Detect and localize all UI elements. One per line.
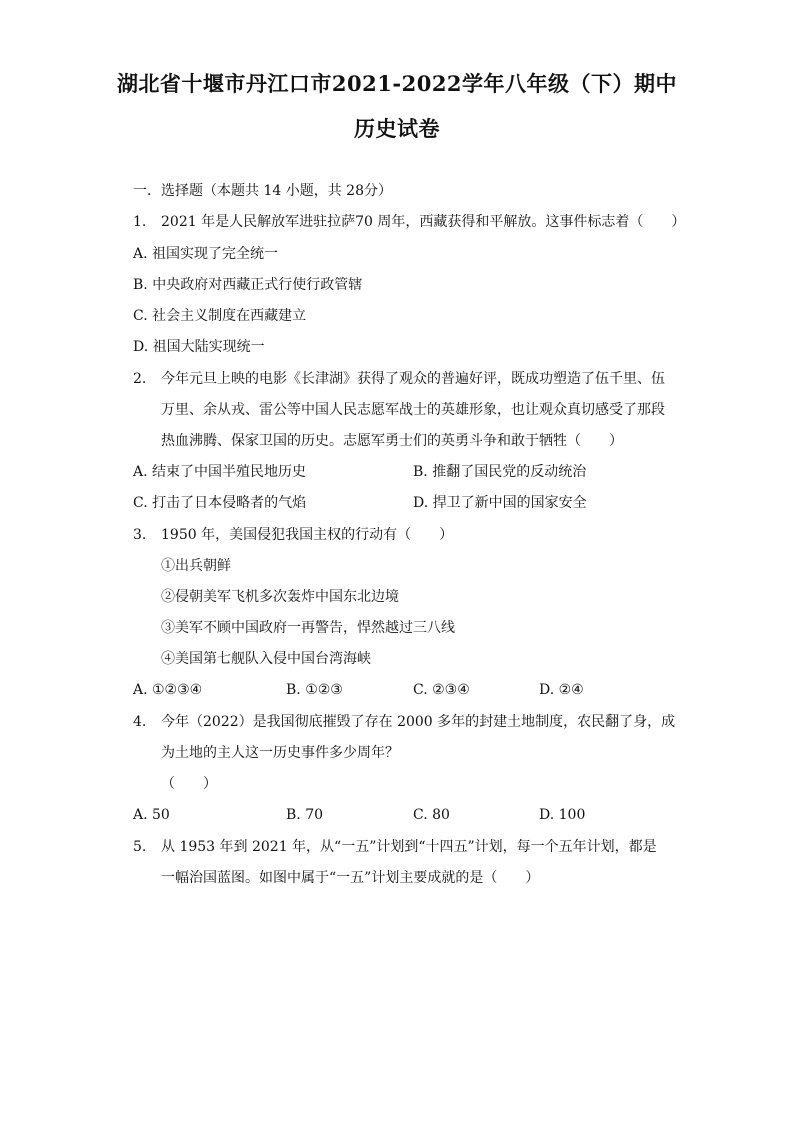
question-1-option-c[interactable]: C. 社会主义制度在西藏建立 — [133, 308, 307, 324]
question-5-number: 5. — [133, 839, 147, 855]
question-1-option-b[interactable]: B. 中央政府对西藏正式行使行政管辖 — [133, 277, 363, 293]
question-2-option-d[interactable]: D. 捍卫了新中国的国家安全 — [413, 495, 587, 511]
question-4-stem-line1: 今年（2022）是我国彻底摧毁了存在 2000 多年的封建土地制度，农民翻了身，成 — [161, 714, 676, 730]
question-3-item-1: ①出兵朝鲜 — [161, 558, 231, 574]
question-3-number: 3. — [133, 527, 147, 543]
question-3-option-a[interactable]: A. ①②③④ — [133, 682, 203, 698]
question-1-option-d[interactable]: D. 祖国大陆实现统一 — [133, 339, 265, 355]
question-2-option-c[interactable]: C. 打击了日本侵略者的气焰 — [133, 495, 307, 511]
section-heading: 一．选择题（本题共 14 小题，共 28分） — [133, 183, 392, 199]
question-4-option-b[interactable]: B. 70 — [286, 807, 324, 823]
question-4-option-d[interactable]: D. 100 — [539, 807, 586, 823]
question-3-option-d[interactable]: D. ②④ — [539, 682, 584, 698]
question-3-item-4: ④美国第七舰队入侵中国台湾海峡 — [161, 651, 371, 667]
question-3-item-2: ②侵朝美军飞机多次轰炸中国东北边境 — [161, 589, 399, 605]
question-3-option-c[interactable]: C. ②③④ — [413, 682, 470, 698]
question-4-answer-blank: （ ） — [161, 776, 217, 792]
question-2-stem-line1: 今年元旦上映的电影《长津湖》获得了观众的普遍好评，既成功塑造了伍千里、伍 — [161, 371, 665, 387]
question-3-item-3: ③美军不顾中国政府一再警告，悍然越过三八线 — [161, 620, 455, 636]
question-3-option-b[interactable]: B. ①②③ — [286, 682, 343, 698]
question-2-stem-line2: 万里、余从戎、雷公等中国人民志愿军战士的英雄形象，也让观众真切感受了那段 — [161, 402, 665, 418]
question-2-number: 2. — [133, 371, 147, 387]
question-4-number: 4. — [133, 714, 147, 730]
question-1-option-a[interactable]: A. 祖国实现了完全统一 — [133, 246, 279, 262]
question-5-stem-line1: 从 1953 年到 2021 年，从“一五”计划到“十四五”计划，每一个五年计划，都是 — [161, 839, 657, 855]
question-1-number: 1. — [133, 214, 147, 230]
question-2-option-a[interactable]: A. 结束了中国半殖民地历史 — [133, 464, 307, 480]
question-1-stem: 2021 年是人民解放军进驻拉萨70 周年，西藏获得和平解放。这事件标志着（ ） — [161, 214, 686, 230]
question-2-option-b[interactable]: B. 推翻了国民党的反动统治 — [413, 464, 587, 480]
exam-title-line1: 湖北省十堰市丹江口市2021-2022学年八年级（下）期中 — [116, 71, 678, 96]
question-2-stem-line3: 热血沸腾、保家卫国的历史。志愿军勇士们的英勇斗争和敢于牺牲（ ） — [161, 433, 623, 449]
question-4-stem-line2: 为土地的主人这一历史事件多少周年？ — [161, 745, 399, 761]
question-4-option-a[interactable]: A. 50 — [133, 807, 170, 823]
question-5-stem-line2: 一幅治国蓝图。如图中属于“一五”计划主要成就的是（ ） — [161, 870, 540, 886]
exam-title-line2: 历史试卷 — [354, 116, 440, 141]
question-3-stem: 1950 年，美国侵犯我国主权的行动有（ ） — [161, 527, 454, 543]
question-4-option-c[interactable]: C. 80 — [413, 807, 450, 823]
